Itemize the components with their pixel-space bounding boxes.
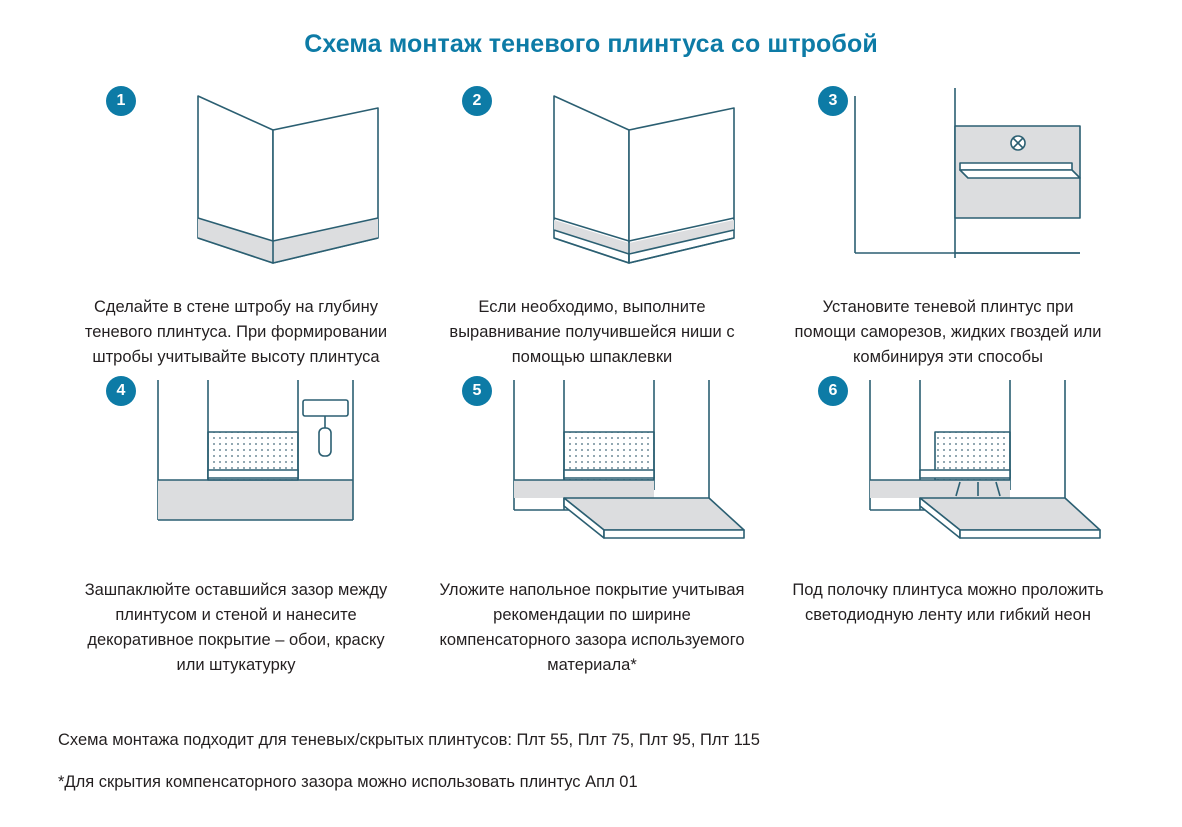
step-5 bbox=[414, 370, 770, 678]
footnote-gap-cover: *Для скрытия компенсаторного зазора можно использовать плинтус Апл 01 bbox=[58, 773, 638, 791]
step-4 bbox=[58, 370, 414, 678]
step-6-figure bbox=[770, 370, 1126, 560]
page-title: Схема монтаж теневого плинтуса со штробой bbox=[304, 30, 878, 58]
footnotes bbox=[58, 728, 1138, 812]
step-4-badge: 4 bbox=[106, 376, 136, 406]
step-5-caption: Уложите напольное покрытие учитывая рекомендации по ширине компенсаторного зазора используемого материала* bbox=[439, 581, 745, 674]
skirting-fixing-screws-illustration bbox=[810, 78, 1110, 283]
wall-with-groove-illustration bbox=[98, 78, 398, 283]
step-2 bbox=[414, 78, 770, 370]
step-2-badge: 2 bbox=[462, 86, 492, 116]
putty-and-paint-roller-illustration bbox=[98, 370, 398, 575]
step-6-badge: 6 bbox=[818, 376, 848, 406]
steps-grid bbox=[58, 78, 1128, 678]
step-1-badge: 1 bbox=[106, 86, 136, 116]
step-3-caption: Установите теневой плинтус при помощи саморезов, жидких гвоздей или комбинируя эти способы bbox=[794, 298, 1102, 366]
step-6-caption: Под полочку плинтуса можно проложить светодиодную ленту или гибкий неон bbox=[792, 581, 1104, 624]
step-5-badge: 5 bbox=[462, 376, 492, 406]
wall-niche-leveling-illustration bbox=[454, 78, 754, 283]
step-5-figure bbox=[414, 370, 770, 560]
led-strip-under-shelf-illustration bbox=[810, 370, 1110, 575]
step-2-caption: Если необходимо, выполните выравнивание получившейся ниши с помощью шпаклевки bbox=[449, 298, 735, 366]
step-3-badge: 3 bbox=[818, 86, 848, 116]
step-4-figure bbox=[58, 370, 414, 560]
step-3 bbox=[770, 78, 1126, 370]
floor-covering-laying-illustration bbox=[454, 370, 754, 575]
step-6 bbox=[770, 370, 1126, 678]
step-3-figure bbox=[770, 78, 1126, 283]
step-4-caption: Зашпаклюйте оставшийся зазор между плинтусом и стеной и нанесите декоративное покрытие – обои, краску или штукатурку bbox=[84, 581, 388, 674]
step-1-caption: Сделайте в стене штробу на глубину теневого плинтуса. При формировании штробы учитывайте высоту плинтуса bbox=[84, 298, 388, 366]
step-1 bbox=[58, 78, 414, 370]
step-1-figure bbox=[58, 78, 414, 283]
step-2-figure bbox=[414, 78, 770, 283]
footnote-compatible-models: Схема монтажа подходит для теневых/скрытых плинтусов: Плт 55, Плт 75, Плт 95, Плт 115 bbox=[58, 731, 760, 749]
